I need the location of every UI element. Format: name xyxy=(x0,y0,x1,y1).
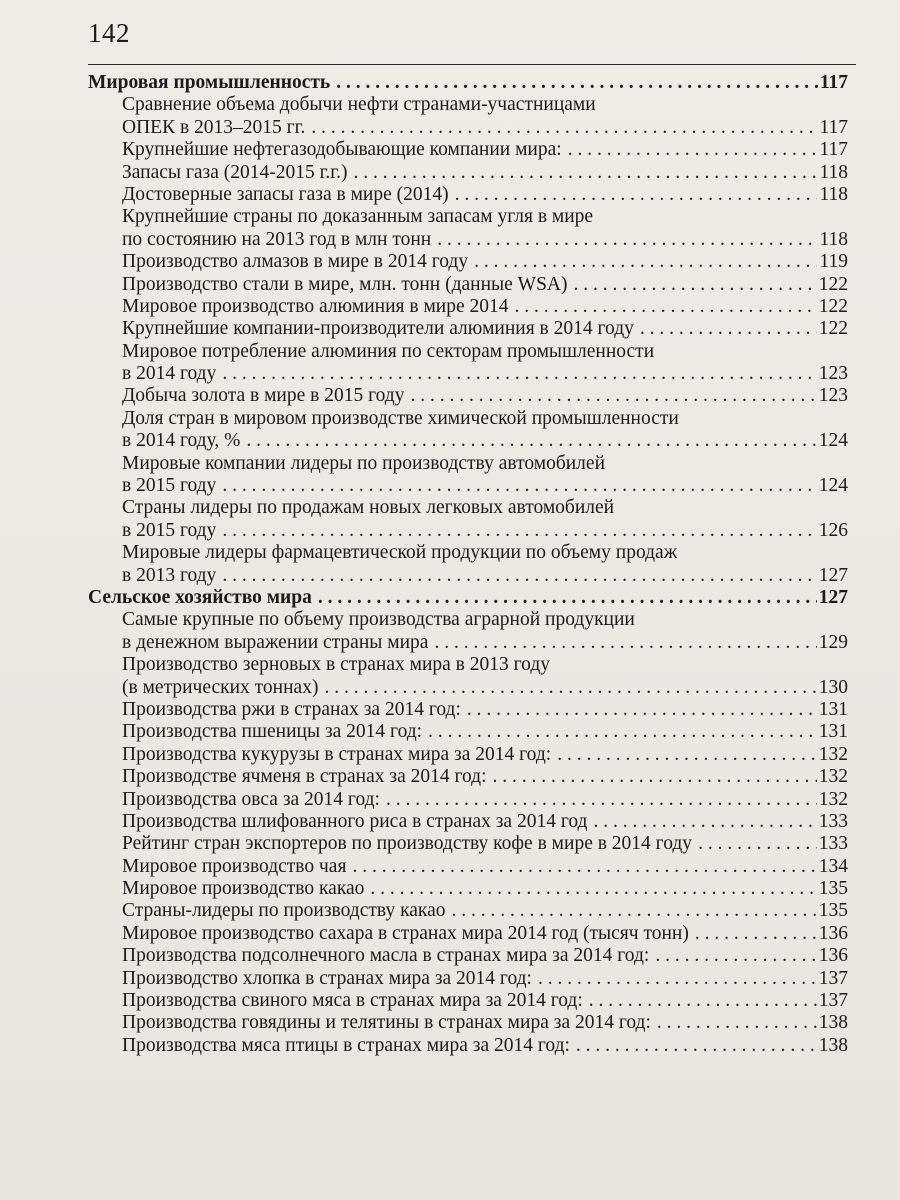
table-of-contents xyxy=(88,72,848,1057)
toc-page-number: 129 xyxy=(818,631,848,653)
toc-entry-title: Крупнейшие нефтегазодобывающие компании мира: xyxy=(122,139,562,161)
toc-page-number: 117 xyxy=(819,139,848,161)
header-rule xyxy=(88,64,856,65)
toc-entry-title: (в метрических тоннах) xyxy=(122,676,319,698)
toc-entry-line xyxy=(88,632,848,654)
toc-leader-dots xyxy=(557,744,817,766)
toc-entry-title: Мировое производство алюминия в мире 2014 xyxy=(122,295,509,317)
toc-leader-dots xyxy=(467,699,817,721)
toc-entry-title: ОПЕК в 2013–2015 гг. xyxy=(122,116,306,138)
toc-leader-dots xyxy=(698,833,817,855)
toc-entry-title: Запасы газа (2014-2015 г.г.) xyxy=(122,161,348,183)
toc-page-number: 127 xyxy=(818,564,848,586)
toc-page-number: 131 xyxy=(818,721,848,743)
toc-entry-title: Мировое производство какао xyxy=(122,878,365,900)
toc-page-number: 135 xyxy=(818,878,848,900)
toc-page-number: 133 xyxy=(818,833,848,855)
toc-leader-dots xyxy=(576,1035,817,1057)
toc-leader-dots xyxy=(655,945,816,967)
toc-entry-title: Производства ржи в странах за 2014 год: xyxy=(122,698,461,720)
toc-page-number: 122 xyxy=(818,318,848,340)
toc-entry-line xyxy=(88,430,848,452)
toc-entry-line xyxy=(88,766,848,788)
toc-leader-dots xyxy=(538,968,817,990)
toc-entry-line xyxy=(88,744,848,766)
toc-entry-line xyxy=(88,1035,848,1057)
toc-entry-title: Мировые компании лидеры по производству автомобилей xyxy=(122,452,606,474)
toc-leader-dots xyxy=(640,318,817,340)
toc-page-number: 118 xyxy=(819,161,848,183)
toc-entry-line xyxy=(88,565,848,587)
toc-page-number: 138 xyxy=(818,1012,848,1034)
toc-entry-line xyxy=(88,408,848,430)
toc-leader-dots xyxy=(434,632,816,654)
toc-entry-line xyxy=(88,184,848,206)
toc-entry-title: в 2014 году, % xyxy=(122,430,241,452)
toc-section-title: Сельское хозяйство мира xyxy=(88,586,312,608)
toc-entry-line xyxy=(88,900,848,922)
toc-page-number: 134 xyxy=(818,855,848,877)
toc-page-number: 137 xyxy=(818,990,848,1012)
toc-entry-line xyxy=(88,1012,848,1034)
toc-leader-dots xyxy=(318,587,817,609)
toc-entry-line xyxy=(88,497,848,519)
toc-entry-line xyxy=(88,609,848,631)
toc-page-number: 133 xyxy=(818,810,848,832)
toc-entry-line xyxy=(88,274,848,296)
toc-page-number: 138 xyxy=(818,1034,848,1056)
toc-entry-line xyxy=(88,968,848,990)
toc-page-number: 118 xyxy=(819,183,848,205)
toc-page-number: 126 xyxy=(818,519,848,541)
toc-entry-line xyxy=(88,385,848,407)
toc-entry-line xyxy=(88,117,848,139)
toc-leader-dots xyxy=(222,475,816,497)
toc-leader-dots xyxy=(336,72,818,94)
toc-page-number: 132 xyxy=(818,743,848,765)
toc-page-number: 123 xyxy=(818,363,848,385)
toc-entry-title: Производство хлопка в странах мира за 2014 год: xyxy=(122,967,532,989)
toc-page-number: 124 xyxy=(818,430,848,452)
toc-page-number: 122 xyxy=(818,273,848,295)
toc-page-number: 127 xyxy=(818,586,848,608)
toc-entry-line xyxy=(88,94,848,116)
toc-entry-title: в 2015 году xyxy=(122,475,217,497)
toc-leader-dots xyxy=(657,1012,817,1034)
toc-leader-dots xyxy=(574,274,817,296)
toc-entry-line xyxy=(88,833,848,855)
toc-entry-title: Производство стали в мире, млн. тонн (данные WSA) xyxy=(122,273,568,295)
toc-entry-title: Производства пшеницы за 2014 год: xyxy=(122,721,423,743)
toc-section-line xyxy=(88,72,848,94)
toc-leader-dots xyxy=(452,900,817,922)
toc-leader-dots xyxy=(353,162,817,184)
toc-page-number: 117 xyxy=(819,116,848,138)
toc-entry-line xyxy=(88,654,848,676)
toc-entry-title: Производства свиного мяса в странах мира за 2014 год: xyxy=(122,990,583,1012)
toc-leader-dots xyxy=(428,721,817,743)
toc-entry-title: в 2013 году xyxy=(122,564,217,586)
toc-leader-dots xyxy=(352,856,816,878)
toc-entry-title: в 2015 году xyxy=(122,519,217,541)
toc-entry-title: Мировые лидеры фармацевтической продукции по объему продаж xyxy=(122,542,678,564)
toc-page-number: 123 xyxy=(818,385,848,407)
toc-entry-title: Производства овса за 2014 год: xyxy=(122,788,380,810)
toc-entry-title: в 2014 году xyxy=(122,363,217,385)
toc-entry-line xyxy=(88,520,848,542)
toc-page-number: 117 xyxy=(819,72,848,93)
page-number: 142 xyxy=(88,18,130,48)
toc-entry-title: Страны лидеры по продажам новых легковых автомобилей xyxy=(122,497,615,519)
toc-page-number: 132 xyxy=(818,788,848,810)
toc-leader-dots xyxy=(493,766,817,788)
toc-page-number: 135 xyxy=(818,900,848,922)
toc-entry-title: Производство алмазов в мире в 2014 году xyxy=(122,251,469,273)
toc-page-number: 136 xyxy=(818,945,848,967)
toc-leader-dots xyxy=(222,520,816,542)
toc-entry-title: в денежном выражении страны мира xyxy=(122,631,429,653)
toc-entry-line xyxy=(88,878,848,900)
toc-entry-line xyxy=(88,699,848,721)
toc-entry-title: Добыча золота в мире в 2015 году xyxy=(122,385,405,407)
toc-entry-line xyxy=(88,318,848,340)
toc-section-line xyxy=(88,587,848,609)
toc-page-number: 131 xyxy=(818,698,848,720)
toc-page-number: 124 xyxy=(818,475,848,497)
toc-entry-title: Крупнейшие компании-производители алюминия в 2014 году xyxy=(122,318,634,340)
toc-page-number: 118 xyxy=(819,228,848,250)
toc-leader-dots xyxy=(593,811,816,833)
toc-entry-title: Мировое производство сахара в странах мира 2014 год (тысяч тонн) xyxy=(122,922,689,944)
toc-leader-dots xyxy=(222,363,816,385)
toc-entry-line xyxy=(88,206,848,228)
toc-entry-title: Мировое производство чая xyxy=(122,855,347,877)
toc-leader-dots xyxy=(515,296,817,318)
toc-entry-title: Производства подсолнечного масла в странах мира за 2014 год: xyxy=(122,945,650,967)
toc-entry-line xyxy=(88,677,848,699)
toc-leader-dots xyxy=(589,990,817,1012)
toc-leader-dots xyxy=(410,385,816,407)
toc-page-number: 119 xyxy=(819,251,848,273)
toc-entry-title: Производства кукурузы в странах мира за 2014 год: xyxy=(122,743,552,765)
toc-entry-title: Производства мяса птицы в странах мира за 2014 год: xyxy=(122,1034,570,1056)
toc-leader-dots xyxy=(695,923,817,945)
toc-leader-dots xyxy=(222,565,816,587)
toc-entry-line xyxy=(88,363,848,385)
toc-leader-dots xyxy=(324,677,816,699)
toc-leader-dots xyxy=(246,430,816,452)
toc-page-number: 137 xyxy=(818,967,848,989)
toc-page-number: 130 xyxy=(818,676,848,698)
toc-entry-line xyxy=(88,475,848,497)
toc-entry-line xyxy=(88,341,848,363)
toc-entry-line xyxy=(88,229,848,251)
toc-entry-line xyxy=(88,945,848,967)
toc-page-number: 136 xyxy=(818,922,848,944)
toc-section-title: Мировая промышленность xyxy=(88,72,331,93)
toc-entry-title: Достоверные запасы газа в мире (2014) xyxy=(122,183,449,205)
toc-entry-line xyxy=(88,453,848,475)
toc-entry-title: Крупнейшие страны по доказанным запасам угля в мире xyxy=(122,206,594,228)
toc-entry-title: по состоянию на 2013 год в млн тонн xyxy=(122,228,432,250)
toc-leader-dots xyxy=(437,229,817,251)
toc-page-number: 122 xyxy=(818,295,848,317)
toc-entry-line xyxy=(88,251,848,273)
toc-entry-line xyxy=(88,856,848,878)
toc-page-number: 132 xyxy=(818,766,848,788)
toc-entry-title: Самые крупные по объему производства аграрной продукции xyxy=(122,609,635,631)
toc-leader-dots xyxy=(455,184,818,206)
toc-entry-line xyxy=(88,789,848,811)
toc-entry-line xyxy=(88,721,848,743)
toc-leader-dots xyxy=(386,789,817,811)
toc-entry-title: Производства шлифованного риса в странах за 2014 год xyxy=(122,810,588,832)
toc-leader-dots xyxy=(474,251,817,273)
toc-entry-line xyxy=(88,139,848,161)
toc-entry-title: Производстве ячменя в странах за 2014 год: xyxy=(122,766,487,788)
toc-entry-line xyxy=(88,923,848,945)
toc-leader-dots xyxy=(311,117,817,139)
toc-entry-title: Производства говядины и телятины в странах мира за 2014 год: xyxy=(122,1012,651,1034)
toc-entry-title: Сравнение объема добычи нефти странами-участницами xyxy=(122,94,596,116)
toc-entry-line xyxy=(88,162,848,184)
toc-entry-line xyxy=(88,811,848,833)
toc-entry-line xyxy=(88,990,848,1012)
toc-entry-line xyxy=(88,296,848,318)
toc-entry-title: Рейтинг стран экспортеров по производству кофе в мире в 2014 году xyxy=(122,833,693,855)
toc-entry-title: Страны-лидеры по производству какао xyxy=(122,900,446,922)
toc-entry-line xyxy=(88,542,848,564)
toc-leader-dots xyxy=(370,878,816,900)
toc-entry-title: Доля стран в мировом производстве химической промышленности xyxy=(122,407,679,429)
toc-entry-title: Производство зерновых в странах мира в 2013 году xyxy=(122,654,551,676)
toc-entry-title: Мировое потребление алюминия по секторам промышленности xyxy=(122,340,655,362)
toc-leader-dots xyxy=(568,139,818,161)
